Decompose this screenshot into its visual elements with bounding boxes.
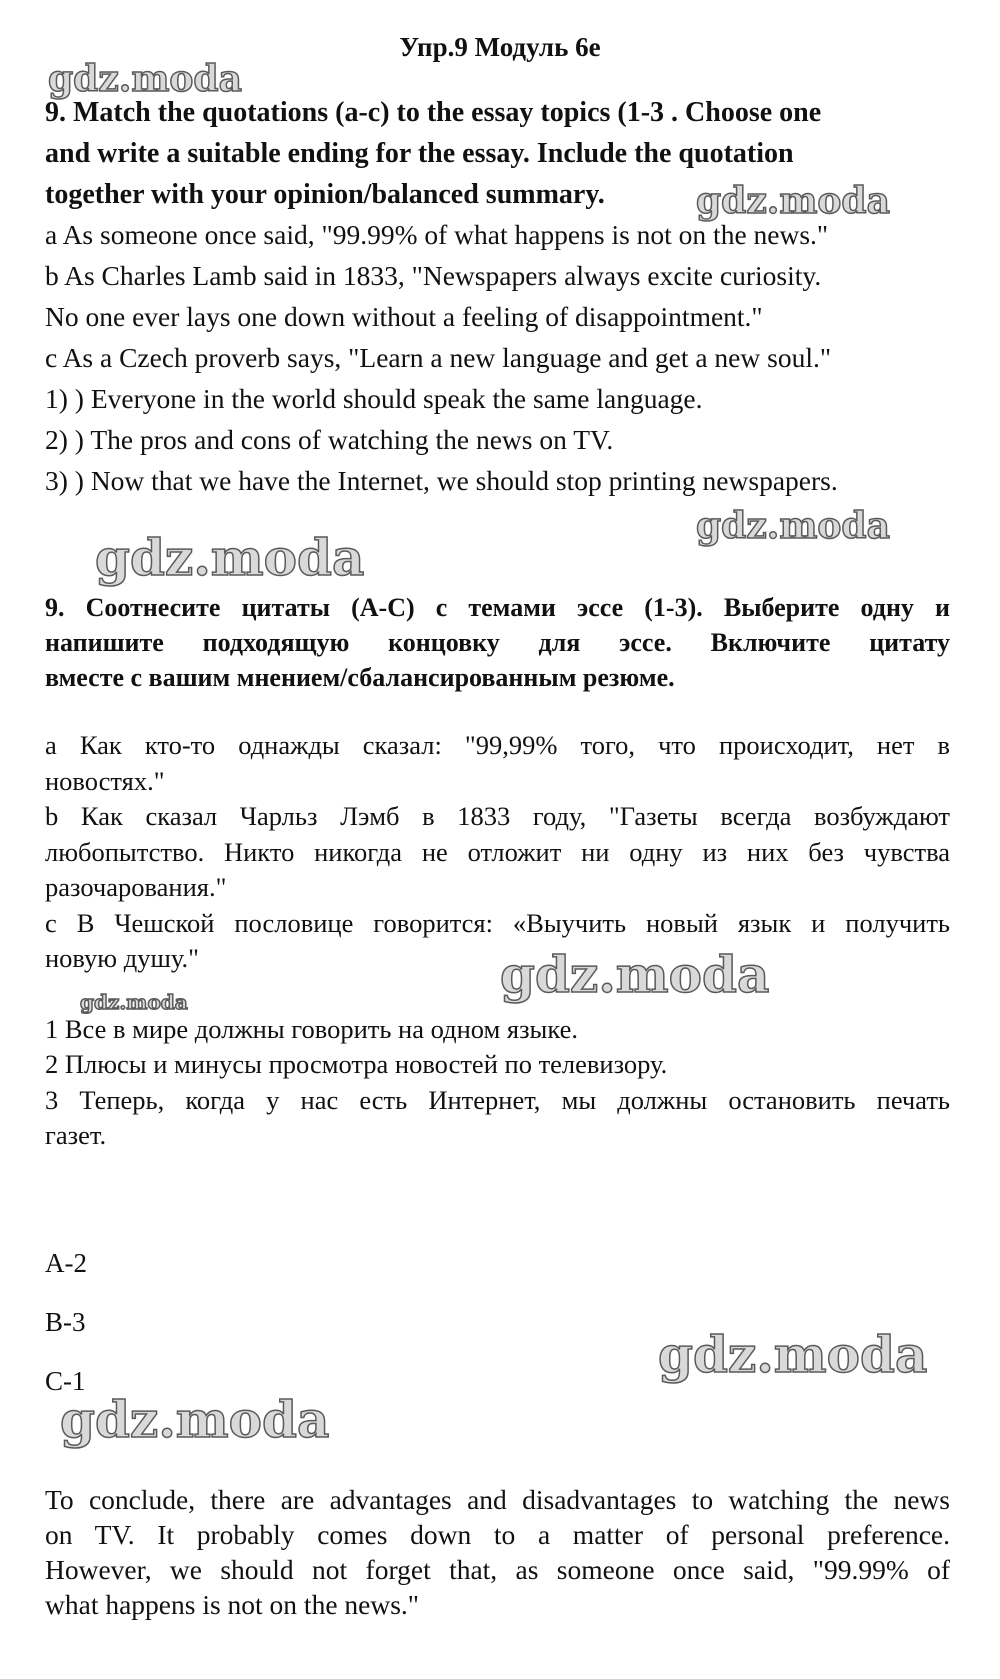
- russian-topic: 1 Все в мире должны говорить на одном языке.: [45, 1013, 578, 1044]
- russian-topic: газет.: [45, 1120, 107, 1150]
- english-topic: 1) ) Everyone in the world should speak the same language.: [45, 383, 703, 414]
- english-task-line: together with your opinion/balanced summary.: [45, 179, 605, 210]
- english-quote: c As a Czech proverb says, "Learn a new language and get a new soul.": [45, 342, 832, 373]
- english-task-line: 9. Match the quotations (a-c) to the essay topics (1-3 . Choose one: [45, 97, 822, 128]
- russian-task: [45, 590, 950, 695]
- answer-c: C-1: [45, 1366, 86, 1396]
- russian-quote: новую душу.": [45, 943, 199, 973]
- conclusion-paragraph: [45, 1482, 950, 1622]
- russian-quote: разочарования.": [45, 872, 227, 902]
- conclusion-line: what happens is not on the news.": [45, 1589, 420, 1620]
- watermark: gdz.moda: [60, 1390, 330, 1449]
- conclusion-line: on TV. It probably comes down to a matter of personal preference.: [45, 1519, 950, 1550]
- english-quote: a As someone once said, "99.99% of what happens is not on the news.": [45, 219, 829, 250]
- watermark: gdz.moda: [500, 945, 770, 1004]
- russian-task-line: 9. Соотнесите цитаты (A-C) с темами эссе (1-3). Выберите одну и: [45, 593, 950, 622]
- english-topic: 3) ) Now that we have the Internet, we should stop printing newspapers.: [45, 465, 838, 496]
- russian-task-line: напишите подходящую концовку для эссе. Включите цитату: [45, 628, 950, 657]
- answer-a: A-2: [45, 1248, 87, 1278]
- russian-topic: 3 Теперь, когда у нас есть Интернет, мы должны остановить печать: [45, 1084, 950, 1115]
- russian-quote: новостях.": [45, 765, 165, 796]
- english-task-line: and write a suitable ending for the essay. Include the quotation: [45, 138, 794, 169]
- english-quote: No one ever lays one down without a feeling of disappointment.": [45, 301, 763, 332]
- russian-quotes-and-topics: [45, 728, 950, 1154]
- conclusion-line: To conclude, there are advantages and disadvantages to watching the news: [45, 1484, 950, 1515]
- watermark: gdz.moda: [696, 505, 890, 547]
- watermark: gdz.moda: [658, 1325, 928, 1384]
- russian-quote: с В Чешской пословице говорится: «Выучить новый язык и получить: [45, 907, 950, 938]
- watermark: gdz.moda: [696, 180, 890, 222]
- page-title: Упр.9 Модуль 6е: [399, 32, 601, 62]
- english-quote: b As Charles Lamb said in 1833, "Newspapers always excite curiosity.: [45, 260, 822, 291]
- conclusion-line: However, we should not forget that, as someone once said, "99.99% of: [45, 1554, 950, 1585]
- russian-quote: a Как кто-то однажды сказал: "99,99% того, что происходит, нет в: [45, 730, 950, 760]
- russian-task-line: вместе с вашим мнением/сбалансированным резюме.: [45, 663, 675, 692]
- watermark: gdz.moda: [95, 528, 365, 587]
- english-quotes-and-topics: [45, 214, 950, 501]
- english-topic: 2) ) The pros and cons of watching the news on TV.: [45, 424, 614, 455]
- watermark: gdz.moda: [48, 58, 242, 100]
- russian-quote: любопытство. Никто никогда не отложит ни одну из них без чувства: [45, 836, 950, 867]
- answer-b: B-3: [45, 1307, 86, 1337]
- watermark: gdz.moda: [80, 990, 188, 1014]
- russian-quote: b Как сказал Чарльз Лэмб в 1833 году, "Газеты всегда возбуждают: [45, 801, 950, 831]
- russian-topic: 2 Плюсы и минусы просмотра новостей по телевизору.: [45, 1049, 668, 1079]
